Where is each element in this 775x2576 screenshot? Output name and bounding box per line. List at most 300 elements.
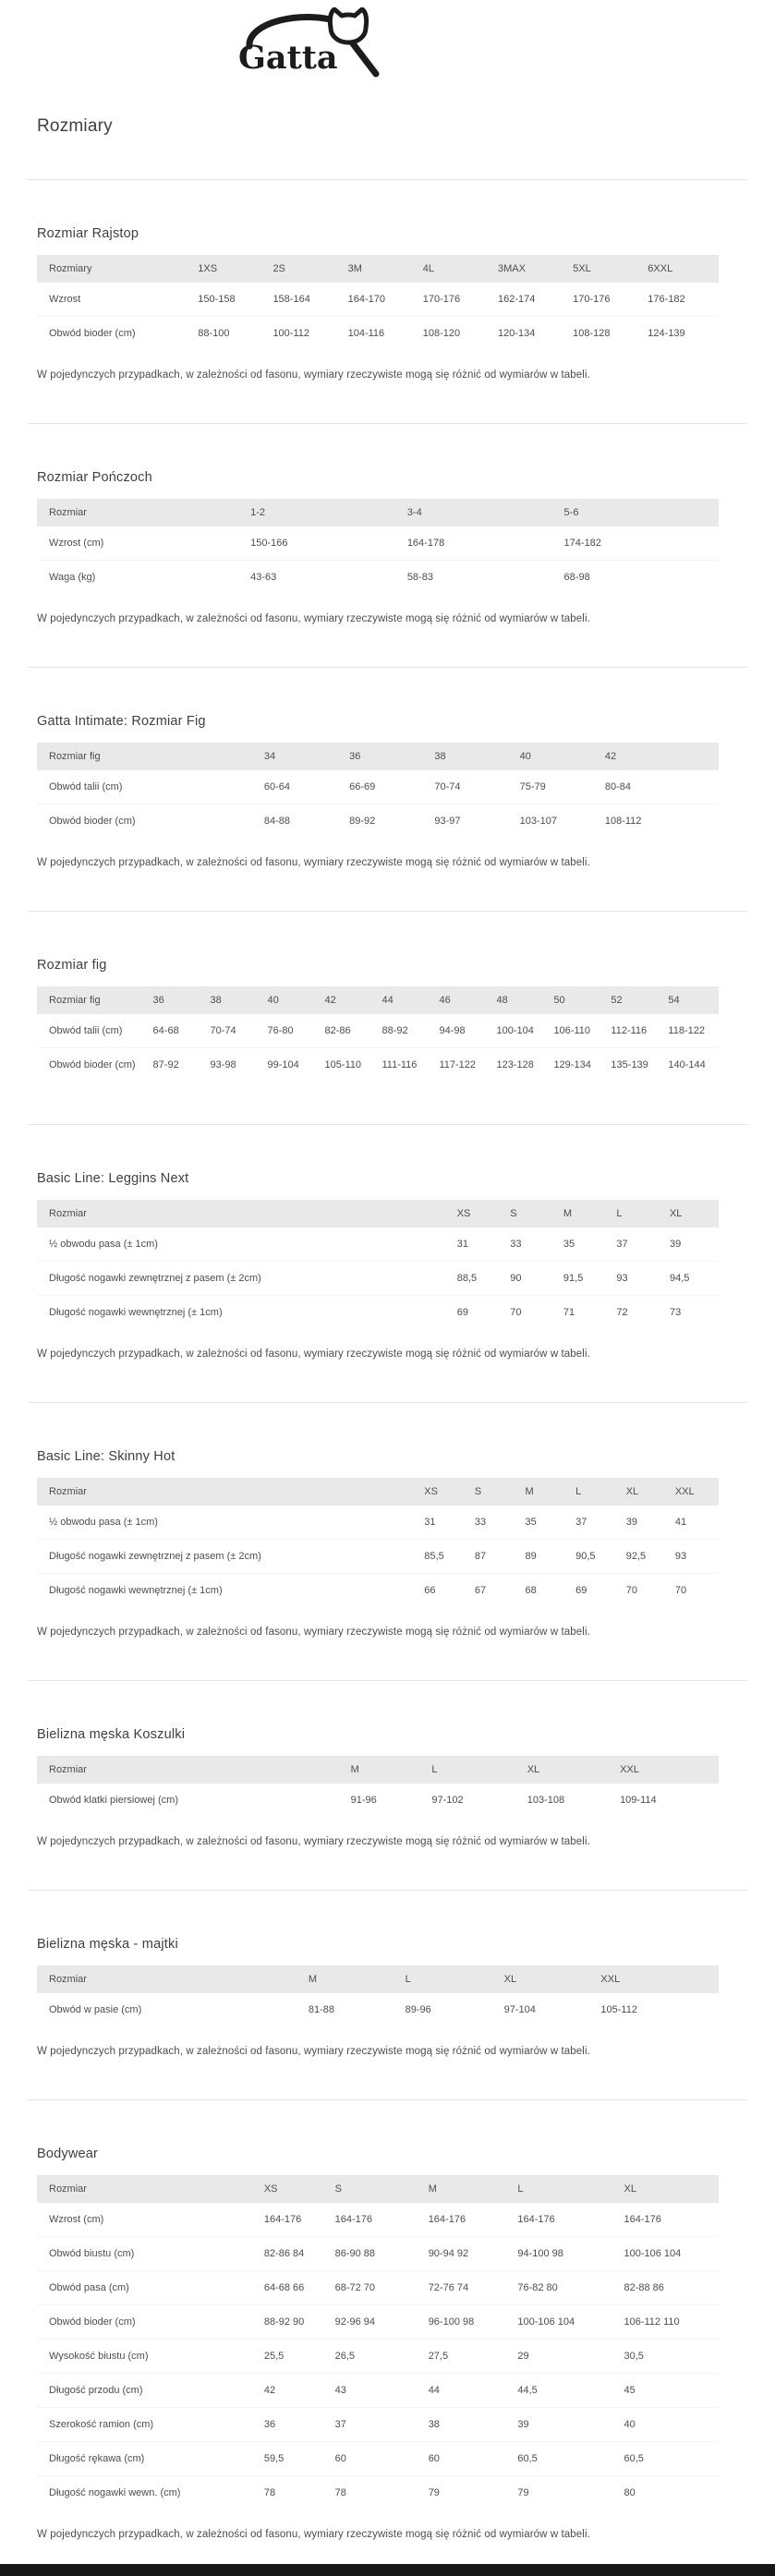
cell-value: 60 [330, 2442, 423, 2476]
row-label-header: Rozmiar [37, 1478, 418, 1506]
cell-value: 91,5 [558, 1262, 612, 1296]
table-row [37, 2340, 719, 2374]
cell-value: 70 [510, 1307, 522, 1318]
cell-value: 41 [670, 1506, 719, 1540]
row-label: Obwód bioder (cm) [49, 1059, 136, 1070]
size-column-header: XS [452, 1200, 505, 1228]
size-column-header: 38 [205, 986, 262, 1014]
cell-value: 88-92 90 [259, 2305, 330, 2340]
cell-value [684, 770, 719, 804]
size-column-header: 34 [259, 743, 344, 770]
size-note: W pojedynczych przypadkach, w zależności od fasonu, wymiary rzeczywiste mogą się różnić od wymiarów w tabeli. [37, 1836, 590, 1847]
cell-value: 164-176 [618, 2203, 719, 2237]
row-label-header: Rozmiary [37, 255, 192, 283]
section-leggins-next [0, 1171, 775, 1360]
row-label: Długość nogawki zewnętrznej z pasem (± 2cm) [37, 1540, 418, 1574]
cell-value: 39 [664, 1228, 719, 1262]
size-column-header: 2S [267, 255, 342, 283]
row-label: Wzrost [37, 283, 192, 317]
cell-value: 96-100 98 [423, 2305, 513, 2340]
cell-value: 106-110 [548, 1014, 605, 1048]
cell-value: 68 [525, 1585, 537, 1596]
size-table-ponczoch [37, 499, 719, 594]
cell-value: 93-97 [434, 816, 461, 827]
size-table [37, 1200, 719, 1329]
cell-value: 117-122 [439, 1059, 477, 1070]
section-title: Bielizna męska Koszulki [37, 1727, 186, 1742]
cell-value: 70 [625, 1585, 637, 1596]
cell-value: 120-134 [497, 328, 536, 339]
table-header-row [37, 499, 719, 526]
cell-value: 170-176 [418, 283, 492, 317]
cell-value: 100-106 104 [618, 2237, 719, 2271]
row-label: Wysokość biustu (cm) [37, 2340, 259, 2374]
row-label: Wzrost (cm) [37, 2203, 259, 2237]
row-label: Długość rękawa (cm) [37, 2442, 259, 2476]
section-title: Gatta Intimate: Rozmiar Fig [37, 714, 206, 729]
size-column-header: 1XS [192, 255, 267, 283]
cell-value: 109-114 [620, 1795, 657, 1806]
size-column-header: L [512, 2175, 618, 2203]
cell-value: 100-112 [272, 328, 309, 339]
size-table-majtki [37, 1965, 719, 2026]
row-label: Obwód talii (cm) [37, 770, 259, 804]
table-header-row [37, 743, 719, 770]
table-row [37, 804, 719, 839]
size-column-header: S [469, 1478, 520, 1506]
cell-value: 59,5 [259, 2442, 330, 2476]
size-table [37, 743, 719, 838]
cell-value: 82-86 84 [259, 2237, 330, 2271]
cell-value: 67 [474, 1585, 487, 1596]
size-column-header: M [558, 1200, 612, 1228]
cell-value: 93-98 [210, 1059, 236, 1070]
size-column-header: 1-2 [245, 499, 402, 526]
table-row [37, 2237, 719, 2271]
section-divider [28, 423, 747, 424]
cell-value: 129-134 [553, 1059, 591, 1070]
section-rozmiar-rajstop [0, 226, 775, 381]
cell-value: 123-128 [496, 1059, 534, 1070]
cell-value [684, 804, 719, 839]
cell-value: 162-174 [492, 283, 567, 317]
cell-value: 66-69 [344, 770, 429, 804]
size-column-header: XS [259, 2175, 330, 2203]
cell-value: 60-64 [259, 770, 344, 804]
size-column-header: M [520, 1478, 571, 1506]
section-title: Rozmiar Rajstop [37, 226, 139, 241]
cell-value: 82-88 86 [618, 2271, 719, 2305]
section-title: Rozmiar Pończoch [37, 470, 152, 485]
cell-value: 69 [575, 1585, 587, 1596]
cell-value: 150-158 [192, 283, 267, 317]
table-row [37, 1993, 719, 2026]
size-column-header: L [426, 1756, 521, 1784]
size-column-header: 4L [418, 255, 492, 283]
cell-value: 170-176 [567, 283, 642, 317]
row-label: ½ obwodu pasa (± 1cm) [37, 1228, 452, 1262]
table-row [37, 1784, 719, 1817]
cell-value: 69 [456, 1307, 468, 1318]
cell-value: 92,5 [621, 1540, 670, 1574]
size-column-header: M [303, 1965, 400, 1993]
cell-value: 91-96 [350, 1795, 377, 1806]
cell-value: 78 [334, 2487, 346, 2498]
cell-value: 71 [563, 1307, 575, 1318]
row-label-header: Rozmiar fig [37, 743, 259, 770]
table-row [37, 283, 719, 317]
cell-value: 92-96 94 [330, 2305, 423, 2340]
size-note: W pojedynczych przypadkach, w zależności od fasonu, wymiary rzeczywiste mogą się różnić od wymiarów w tabeli. [37, 369, 590, 381]
table-row [37, 1262, 719, 1296]
cell-value: 89 [520, 1540, 571, 1574]
section-divider [28, 1680, 747, 1681]
size-table-koszulki [37, 1756, 719, 1817]
cell-value: 94,5 [664, 1262, 719, 1296]
cell-value: 111-116 [381, 1059, 418, 1070]
size-table-rajstop [37, 255, 719, 350]
size-note: W pojedynczych przypadkach, w zależności od fasonu, wymiary rzeczywiste mogą się różnić od wymiarów w tabeli. [37, 1348, 590, 1360]
section-title: Rozmiar fig [37, 958, 107, 973]
table-row [37, 1228, 719, 1262]
page-title: Rozmiary [37, 116, 113, 136]
cell-value: 150-166 [245, 526, 402, 561]
cell-value: 100-104 [490, 1014, 548, 1048]
cell-value: 85,5 [418, 1540, 469, 1574]
cell-value: 158-164 [267, 283, 342, 317]
size-table [37, 2175, 719, 2509]
cell-value: 60,5 [512, 2442, 618, 2476]
cell-value: 42 [259, 2374, 330, 2408]
cell-value: 89-92 [349, 816, 376, 827]
cell-value: 100-106 104 [512, 2305, 618, 2340]
row-label: Długość nogawki zewnętrznej z pasem (± 2cm) [37, 1262, 452, 1296]
section-divider [28, 2099, 747, 2100]
table-row [37, 561, 719, 595]
cell-value: 174-182 [559, 526, 719, 561]
cell-value: 108-112 [604, 816, 642, 827]
size-note: W pojedynczych przypadkach, w zależności od fasonu, wymiary rzeczywiste mogą się różnić od wymiarów w tabeli. [37, 1627, 590, 1638]
size-table-fig [37, 986, 719, 1082]
cell-value: 68-98 [563, 572, 590, 583]
size-column-header: XS [418, 1478, 469, 1506]
section-title: Bielizna męska - majtki [37, 1937, 178, 1952]
cell-value: 124-139 [648, 328, 685, 339]
cell-value: 90-94 92 [423, 2237, 513, 2271]
row-label: Obwód w pasie (cm) [49, 2004, 142, 2015]
size-column-header: 42 [320, 986, 377, 1014]
table-row [37, 2476, 719, 2510]
cell-value: 105-110 [324, 1059, 362, 1070]
cell-value: 97-102 [431, 1795, 464, 1806]
cell-value: 88-92 [376, 1014, 433, 1048]
cell-value: 80 [624, 2487, 636, 2498]
cell-value: 35 [558, 1228, 612, 1262]
cell-value: 84-88 [263, 816, 290, 827]
section-divider [28, 1124, 747, 1125]
cell-value: 105-112 [600, 2004, 637, 2015]
size-table [37, 255, 719, 350]
cell-value: 37 [330, 2408, 423, 2442]
row-label: Wzrost (cm) [37, 526, 245, 561]
size-table-bodywear [37, 2175, 719, 2509]
size-column-header: XL [621, 1478, 670, 1506]
cell-value: 94-98 [433, 1014, 490, 1048]
cell-value: 81-88 [308, 2004, 334, 2015]
cell-value: 44 [423, 2374, 513, 2408]
section-divider [28, 911, 747, 912]
table-row [37, 2305, 719, 2340]
size-note: W pojedynczych przypadkach, w zależności od fasonu, wymiary rzeczywiste mogą się różnić od wymiarów w tabeli. [37, 857, 590, 868]
cell-value: 64-68 [148, 1014, 205, 1048]
table-header-row [37, 1478, 719, 1506]
cell-value: 82-86 [320, 1014, 377, 1048]
section-divider [28, 667, 747, 668]
cell-value: 45 [618, 2374, 719, 2408]
cell-value: 87-92 [152, 1059, 179, 1070]
cell-value: 112-116 [605, 1014, 662, 1048]
cell-value: 39 [621, 1506, 670, 1540]
size-column-header: 5-6 [559, 499, 719, 526]
cell-value: 103-107 [519, 816, 557, 827]
size-column-header: L [611, 1200, 664, 1228]
row-label: Obwód biustu (cm) [37, 2237, 259, 2271]
section-bielizna-majtki [0, 1937, 775, 2057]
size-column-header: XL [499, 1965, 596, 1993]
cell-value: 79 [517, 2487, 529, 2498]
table-row [37, 1048, 719, 1082]
row-label-header: Rozmiar [37, 1200, 452, 1228]
table-row [37, 1574, 719, 1608]
cell-value: 108-128 [573, 328, 611, 339]
cell-value: 86-90 88 [330, 2237, 423, 2271]
cell-value: 64-68 66 [259, 2271, 330, 2305]
row-label-header: Rozmiar [37, 1756, 345, 1784]
gatta-logo [214, 7, 381, 85]
page-header [0, 0, 775, 89]
row-label: Obwód bioder (cm) [37, 2305, 259, 2340]
size-column-header: XXL [670, 1478, 719, 1506]
cell-value: 29 [512, 2340, 618, 2374]
size-column-header: S [330, 2175, 423, 2203]
cell-value: 40 [618, 2408, 719, 2442]
cell-value: 31 [418, 1506, 469, 1540]
row-label: Długość nogawki wewnętrznej (± 1cm) [49, 1307, 223, 1318]
size-column-header: 50 [548, 986, 605, 1014]
cell-value: 68-72 70 [330, 2271, 423, 2305]
cell-value: 36 [259, 2408, 330, 2442]
table-row [37, 770, 719, 804]
section-divider [28, 1402, 747, 1403]
cat-icon [330, 9, 366, 42]
size-column-header: S [504, 1200, 558, 1228]
cell-value: 66 [424, 1585, 436, 1596]
section-divider [28, 179, 747, 180]
cell-value: 135-139 [611, 1059, 648, 1070]
section-divider [28, 1890, 747, 1891]
table-row [37, 1540, 719, 1574]
table-row [37, 526, 719, 561]
size-column-header: L [400, 1965, 499, 1993]
cell-value: 164-176 [330, 2203, 423, 2237]
cell-value: 164-176 [423, 2203, 513, 2237]
table-row [37, 1014, 719, 1048]
table-header-row [37, 255, 719, 283]
cell-value: 103-108 [527, 1795, 565, 1806]
size-column-header: XXL [614, 1756, 719, 1784]
size-table [37, 986, 719, 1082]
size-column-header: 40 [515, 743, 599, 770]
cell-value: 73 [669, 1307, 682, 1318]
cell-value: 37 [570, 1506, 621, 1540]
size-column-header: 46 [433, 986, 490, 1014]
cell-value: 72 [616, 1307, 628, 1318]
row-label: Długość przodu (cm) [37, 2374, 259, 2408]
cell-value: 93 [611, 1262, 664, 1296]
cell-value: 97-104 [503, 2004, 536, 2015]
table-header-row [37, 1200, 719, 1228]
cell-value: 33 [504, 1228, 558, 1262]
row-label-header: Rozmiar [37, 1965, 303, 1993]
cell-value: 70-74 [205, 1014, 262, 1048]
table-row [37, 2374, 719, 2408]
size-column-header: 38 [429, 743, 514, 770]
size-column-header: L [570, 1478, 621, 1506]
cell-value: 99-104 [267, 1059, 299, 1070]
cell-value: 88-100 [198, 328, 230, 339]
cell-value: 31 [452, 1228, 505, 1262]
cell-value: 58-83 [406, 572, 433, 583]
cell-value: 106-112 110 [618, 2305, 719, 2340]
cell-value: 80-84 [599, 770, 684, 804]
row-label-header: Rozmiar [37, 499, 245, 526]
cell-value: 37 [611, 1228, 664, 1262]
table-row [37, 2271, 719, 2305]
table-header-row [37, 2175, 719, 2203]
cell-value: 93 [670, 1540, 719, 1574]
size-table [37, 1478, 719, 1607]
cell-value: 118-122 [662, 1014, 719, 1048]
cell-value: 94-100 98 [512, 2237, 618, 2271]
cell-value: 27,5 [423, 2340, 513, 2374]
size-column-header: XL [664, 1200, 719, 1228]
row-label: Waga (kg) [49, 572, 96, 583]
cell-value: 60 [423, 2442, 513, 2476]
size-column-header: XL [618, 2175, 719, 2203]
size-table [37, 1756, 719, 1817]
size-table-leggins-next [37, 1200, 719, 1329]
cell-value: 104-116 [347, 328, 385, 339]
row-label: Obwód bioder (cm) [49, 328, 136, 339]
size-column-header: 36 [148, 986, 205, 1014]
size-note: W pojedynczych przypadkach, w zależności od fasonu, wymiary rzeczywiste mogą się różnić od wymiarów w tabeli. [37, 2529, 590, 2540]
cell-value: 33 [469, 1506, 520, 1540]
cell-value: 164-176 [259, 2203, 330, 2237]
cell-value: 78 [263, 2487, 276, 2498]
cell-value: 38 [423, 2408, 513, 2442]
size-column-header: XXL [595, 1965, 719, 1993]
table-row [37, 317, 719, 351]
section-title: Basic Line: Skinny Hot [37, 1449, 176, 1464]
row-label: Długość nogawki wewn. (cm) [49, 2487, 181, 2498]
cell-value: 35 [520, 1506, 571, 1540]
cell-value: 72-76 74 [423, 2271, 513, 2305]
size-column-header: 40 [262, 986, 320, 1014]
size-column-header: 3M [343, 255, 418, 283]
cell-value: 70 [674, 1585, 687, 1596]
cell-value: 164-176 [512, 2203, 618, 2237]
cell-value: 75-79 [515, 770, 599, 804]
size-column-header: 54 [662, 986, 719, 1014]
cell-value: 25,5 [259, 2340, 330, 2374]
size-column-header: 3-4 [402, 499, 559, 526]
cell-value: 76-82 80 [512, 2271, 618, 2305]
cell-value: 39 [512, 2408, 618, 2442]
section-gatta-intimate-fig [0, 714, 775, 868]
table-header-row [37, 1965, 719, 1993]
section-bielizna-koszulki [0, 1727, 775, 1847]
section-title: Basic Line: Leggins Next [37, 1171, 189, 1186]
footer-bar [0, 2564, 775, 2576]
row-label-header: Rozmiar [37, 2175, 259, 2203]
size-column-header: M [345, 1756, 427, 1784]
cell-value: 87 [469, 1540, 520, 1574]
row-label: Obwód bioder (cm) [49, 816, 136, 827]
table-row [37, 2203, 719, 2237]
cell-value: 43-63 [250, 572, 277, 583]
cell-value: 30,5 [618, 2340, 719, 2374]
logo-wordmark: Gatta [238, 39, 338, 77]
table-row [37, 2408, 719, 2442]
cell-value: 76-80 [262, 1014, 320, 1048]
table-row [37, 1506, 719, 1540]
size-column-header: 44 [376, 986, 433, 1014]
section-title: Bodywear [37, 2147, 99, 2161]
cell-value: 90,5 [570, 1540, 621, 1574]
section-rozmiar-fig [0, 958, 775, 1082]
section-rozmiar-ponczoch [0, 470, 775, 624]
row-label-header: Rozmiar fig [37, 986, 148, 1014]
row-label: Szerokość ramion (cm) [37, 2408, 259, 2442]
cell-value: 108-120 [422, 328, 461, 339]
cell-value: 140-144 [668, 1059, 706, 1070]
size-column-header: 6XXL [642, 255, 719, 283]
table-row [37, 1296, 719, 1330]
size-column-header: 3MAX [492, 255, 567, 283]
row-label: ½ obwodu pasa (± 1cm) [37, 1506, 418, 1540]
size-note: W pojedynczych przypadkach, w zależności od fasonu, wymiary rzeczywiste mogą się różnić od wymiarów w tabeli. [37, 613, 590, 624]
size-note: W pojedynczych przypadkach, w zależności od fasonu, wymiary rzeczywiste mogą się różnić od wymiarów w tabeli. [37, 2046, 590, 2057]
cell-value: 44,5 [512, 2374, 618, 2408]
section-skinny-hot [0, 1449, 775, 1638]
table-header-row [37, 986, 719, 1014]
size-table-intimate-fig [37, 743, 719, 838]
row-label: Długość nogawki wewnętrznej (± 1cm) [49, 1585, 223, 1596]
size-column-header: 52 [605, 986, 662, 1014]
cell-value: 90 [504, 1262, 558, 1296]
size-column-header: 42 [599, 743, 684, 770]
table-header-row [37, 1756, 719, 1784]
table-row [37, 2442, 719, 2476]
cell-value: 89-96 [405, 2004, 431, 2015]
row-label: Obwód pasa (cm) [37, 2271, 259, 2305]
cell-value: 164-170 [343, 283, 418, 317]
size-table [37, 499, 719, 594]
size-column-header: M [423, 2175, 513, 2203]
cell-value: 60,5 [618, 2442, 719, 2476]
cell-value: 79 [428, 2487, 440, 2498]
size-table-skinny-hot [37, 1478, 719, 1607]
